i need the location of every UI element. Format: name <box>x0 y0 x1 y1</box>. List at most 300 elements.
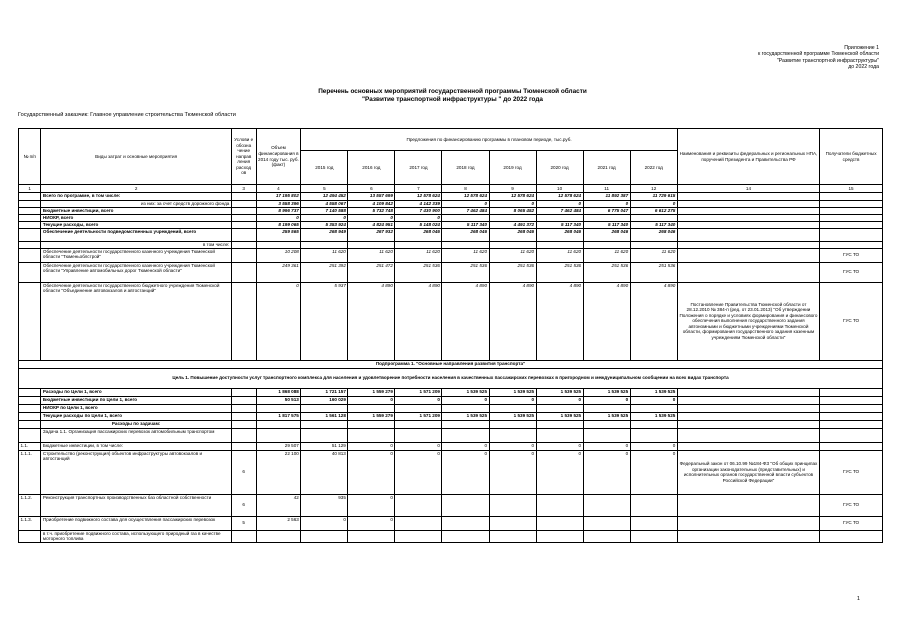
row-year-value: 251 536 <box>630 262 677 282</box>
row-number: 1.1.3. <box>19 516 41 530</box>
index-cell: 7 <box>395 185 442 193</box>
title-line: Перечень основных мероприятий государственной программы Тюменской области <box>318 88 587 95</box>
row-year-value <box>395 420 442 428</box>
row-recipient: ГУС ТО <box>820 450 883 494</box>
row-requisites <box>677 208 819 215</box>
row-recipient <box>820 428 883 442</box>
row-year-value <box>442 420 489 428</box>
index-row <box>19 185 883 193</box>
row-year-value <box>583 428 630 442</box>
row-recipient <box>820 242 883 249</box>
table-row <box>19 396 883 404</box>
index-cell: 4 <box>256 185 301 193</box>
row-volume-2014: 259 565 <box>256 229 301 242</box>
row-volume-2014: 0 <box>256 282 301 360</box>
row-direction <box>231 420 256 428</box>
index-cell: 3 <box>231 185 256 193</box>
row-year-value: 268 949 <box>301 229 348 242</box>
row-year-value <box>442 215 489 222</box>
row-name: Обеспечение деятельности подведомственных учреждений, всего <box>41 229 231 242</box>
row-year-value: 4 890 <box>583 282 630 360</box>
row-direction <box>231 442 256 450</box>
row-year-value: 1 571 209 <box>395 388 442 396</box>
col-kinds: Виды затрат и основные мероприятия <box>41 129 231 185</box>
row-number <box>19 222 41 229</box>
row-name: Расходы по Цели 1, всего <box>41 388 231 396</box>
table-body-sections <box>19 360 883 388</box>
row-year-value: 5 117 340 <box>630 222 677 229</box>
row-year-value: 268 046 <box>489 229 536 242</box>
table-row <box>19 215 883 222</box>
row-recipient <box>820 229 883 242</box>
row-name: Обеспечение деятельности государственного казенного учреждения Тюменской области "Управление автомобильных дорог Тюменской области" <box>41 262 231 282</box>
row-direction: 6 <box>231 494 256 516</box>
appendix-line: "Развитие транспортной инфраструктуры" <box>776 57 879 64</box>
col-recipients: Получатели бюджетных средств <box>820 129 883 185</box>
row-recipient <box>820 420 883 428</box>
row-volume-2014: 8 996 737 <box>256 208 301 215</box>
row-requisites <box>677 516 819 530</box>
row-year-value: 6 775 047 <box>583 208 630 215</box>
row-name: Обеспечение деятельности государственного бюджетного учреждения Тюменской области "Объединение автовокзалов и автостанций" <box>41 282 231 360</box>
row-direction <box>231 428 256 442</box>
index-cell: 15 <box>820 185 883 193</box>
col-year: 2016 год <box>348 151 395 185</box>
row-year-value <box>536 420 583 428</box>
row-direction <box>231 530 256 542</box>
row-year-value: 1 539 525 <box>489 388 536 396</box>
row-recipient <box>820 208 883 215</box>
row-requisites <box>677 442 819 450</box>
row-year-value: 11 620 <box>348 248 395 262</box>
row-number <box>19 530 41 542</box>
document-title <box>0 88 905 104</box>
row-number: 1.1. <box>19 442 41 450</box>
row-year-value: 268 046 <box>583 229 630 242</box>
row-recipient <box>820 404 883 412</box>
row-name: Расходы по задачам: <box>41 420 231 428</box>
row-year-value <box>489 404 536 412</box>
row-direction <box>231 248 256 262</box>
index-cell: 12 <box>630 185 677 193</box>
table-row <box>19 420 883 428</box>
row-year-value <box>583 494 630 516</box>
row-year-value: 268 046 <box>442 229 489 242</box>
row-year-value: 0 <box>301 516 348 530</box>
row-direction <box>231 193 256 201</box>
row-number <box>19 248 41 262</box>
row-volume-2014: 3 558 396 <box>256 201 301 208</box>
row-year-value: 4 890 <box>348 282 395 360</box>
row-requisites <box>677 420 819 428</box>
row-name: из них: за счет средств дорожного фонда <box>41 201 231 208</box>
row-year-value <box>301 530 348 542</box>
row-year-value: 251 392 <box>301 262 348 282</box>
subprogram-title: Подпрограмма 1. "Основные направления развития транспорта" <box>19 360 883 368</box>
table-body-goal <box>19 388 883 542</box>
row-year-value <box>536 404 583 412</box>
row-requisites <box>677 396 819 404</box>
row-direction <box>231 215 256 222</box>
table-row <box>19 282 883 360</box>
row-recipient: ГУС ТО <box>820 282 883 360</box>
row-year-value: 1 539 525 <box>630 388 677 396</box>
row-year-value: 0 <box>348 516 395 530</box>
row-name: в том числе: <box>41 242 231 249</box>
row-year-value: 0 <box>489 450 536 494</box>
row-requisites: Федеральный закон от 06.10.99 №184-ФЗ "Об общих принципах организации законодательных (представительных) и исполнительных органов государственной власти субъектов Российской Федерации" <box>677 450 819 494</box>
row-direction <box>231 208 256 215</box>
table-row <box>19 201 883 208</box>
row-year-value <box>583 420 630 428</box>
row-direction <box>231 222 256 229</box>
row-year-value: 0 <box>442 396 489 404</box>
table-row <box>19 516 883 530</box>
row-direction <box>231 262 256 282</box>
row-year-value: 0 <box>348 396 395 404</box>
row-year-value: 0 <box>536 396 583 404</box>
row-year-value: 0 <box>489 201 536 208</box>
row-year-value: 5 148 024 <box>395 222 442 229</box>
row-year-value: 12 578 624 <box>489 193 536 201</box>
title-line: "Развитие транспортной инфраструктуры " до 2022 года <box>362 96 543 103</box>
row-year-value: 5 117 340 <box>536 222 583 229</box>
row-year-value: 1 539 525 <box>442 412 489 420</box>
row-year-value <box>395 516 442 530</box>
row-year-value: 251 536 <box>489 262 536 282</box>
row-year-value: 12 578 624 <box>536 193 583 201</box>
index-cell: 6 <box>348 185 395 193</box>
row-year-value: 7 462 484 <box>442 208 489 215</box>
row-year-value: 11 620 <box>395 248 442 262</box>
row-year-value <box>395 428 442 442</box>
row-name: Текущие расходы, всего <box>41 222 231 229</box>
row-number <box>19 388 41 396</box>
row-recipient <box>820 530 883 542</box>
row-year-value: 0 <box>442 201 489 208</box>
row-requisites <box>677 428 819 442</box>
table-row <box>19 428 883 442</box>
row-volume-2014: 10 208 <box>256 248 301 262</box>
row-year-value: 7 430 900 <box>395 208 442 215</box>
row-year-value: 1 539 525 <box>536 388 583 396</box>
col-num: № п/п <box>19 129 41 185</box>
row-year-value: 0 <box>395 215 442 222</box>
row-number <box>19 215 41 222</box>
table-row <box>19 248 883 262</box>
row-recipient <box>820 388 883 396</box>
row-recipient <box>820 396 883 404</box>
row-recipient <box>820 215 883 222</box>
row-year-value: 0 <box>536 201 583 208</box>
row-volume-2014: 2 563 <box>256 516 301 530</box>
row-year-value <box>630 404 677 412</box>
row-requisites <box>677 201 819 208</box>
row-requisites <box>677 222 819 229</box>
row-direction <box>231 396 256 404</box>
row-year-value: 1 721 157 <box>301 388 348 396</box>
row-year-value: 0 <box>348 442 395 450</box>
row-number <box>19 420 41 428</box>
table-row <box>19 388 883 396</box>
row-year-value: 11 620 <box>442 248 489 262</box>
row-recipient: ГУС ТО <box>820 262 883 282</box>
row-year-value: 12 578 624 <box>442 193 489 201</box>
index-cell: 10 <box>536 185 583 193</box>
row-requisites <box>677 404 819 412</box>
row-year-value: 11 620 <box>583 248 630 262</box>
col-year: 2019 год <box>489 151 536 185</box>
row-year-value <box>536 215 583 222</box>
row-year-value: 4 109 842 <box>348 201 395 208</box>
col-direction: Услови е обозна чение направ ления расход ов <box>231 129 256 185</box>
row-year-value <box>301 428 348 442</box>
table-row <box>19 262 883 282</box>
row-year-value: 0 <box>395 450 442 494</box>
row-year-value: 1 539 525 <box>536 412 583 420</box>
row-year-value: 0 <box>489 442 536 450</box>
row-volume-2014: 50 513 <box>256 396 301 404</box>
row-year-value: 13 557 699 <box>348 193 395 201</box>
index-cell: 5 <box>301 185 348 193</box>
row-volume-2014 <box>256 404 301 412</box>
row-year-value: 1 539 525 <box>442 388 489 396</box>
goal-row <box>19 368 883 388</box>
row-year-value: 1 559 279 <box>348 412 395 420</box>
row-recipient <box>820 193 883 201</box>
row-year-value: 0 <box>489 396 536 404</box>
index-cell: 14 <box>677 185 819 193</box>
row-volume-2014: 17 195 802 <box>256 193 301 201</box>
row-year-value <box>536 494 583 516</box>
row-name: Текущие расходы по Цели 1, всего <box>41 412 231 420</box>
row-year-value <box>301 242 348 249</box>
row-year-value: 4 142 339 <box>395 201 442 208</box>
row-year-value: 12 578 624 <box>395 193 442 201</box>
row-year-value <box>583 404 630 412</box>
row-year-value <box>630 494 677 516</box>
row-direction <box>231 282 256 360</box>
row-name: Всего по программе, в том числе: <box>41 193 231 201</box>
row-volume-2014 <box>256 428 301 442</box>
row-year-value: 4 824 951 <box>348 222 395 229</box>
row-number <box>19 229 41 242</box>
row-number <box>19 404 41 412</box>
row-year-value: 0 <box>348 215 395 222</box>
row-volume-2014 <box>256 242 301 249</box>
row-year-value: 0 <box>348 450 395 494</box>
row-year-value <box>395 530 442 542</box>
table-row <box>19 494 883 516</box>
row-number <box>19 193 41 201</box>
row-direction <box>231 404 256 412</box>
row-requisites <box>677 388 819 396</box>
row-year-value: 268 046 <box>395 229 442 242</box>
row-year-value: 7 140 588 <box>301 208 348 215</box>
state-customer: Государственный заказчик: Главное управление строительства Тюменской области <box>18 112 236 118</box>
appendix-line: Приложение 1 <box>844 45 879 51</box>
row-number <box>19 242 41 249</box>
row-year-value: 5 117 340 <box>442 222 489 229</box>
row-year-value <box>630 516 677 530</box>
row-year-value <box>583 242 630 249</box>
row-name: Бюджетные инвестиции, всего <box>41 208 231 215</box>
row-year-value: 4 558 067 <box>301 201 348 208</box>
row-year-value <box>489 428 536 442</box>
table-row <box>19 530 883 542</box>
row-year-value: 0 <box>583 201 630 208</box>
row-year-value: 1 539 525 <box>583 412 630 420</box>
row-year-value <box>630 428 677 442</box>
row-year-value: 0 <box>348 494 395 516</box>
row-direction <box>231 229 256 242</box>
table-row <box>19 242 883 249</box>
col-year: 2015 год <box>301 151 348 185</box>
row-year-value <box>395 242 442 249</box>
col-year: 2020 год <box>536 151 583 185</box>
row-year-value <box>348 242 395 249</box>
col-volume-2014: Объем финансирования в 2014 году тыс. руб. (факт) <box>256 129 301 185</box>
row-year-value <box>348 530 395 542</box>
table-row <box>19 222 883 229</box>
row-name: Приобретение подвижного состава для осуществления пассажирских перевозок <box>41 516 231 530</box>
row-direction <box>231 242 256 249</box>
row-name: Задача 1.1. Организация пассажирских перевозок автомобильным транспортом <box>41 428 231 442</box>
row-name: Бюджетные инвестиции по Цели 1, всего <box>41 396 231 404</box>
index-cell: 2 <box>41 185 231 193</box>
row-year-value <box>489 516 536 530</box>
row-year-value <box>489 215 536 222</box>
row-year-value: 40 813 <box>301 450 348 494</box>
page-number: 1 <box>856 596 860 602</box>
row-volume-2014 <box>256 530 301 542</box>
row-year-value: 4 890 <box>442 282 489 360</box>
row-year-value: 11 729 615 <box>630 193 677 201</box>
table-row <box>19 193 883 201</box>
row-year-value: 0 <box>630 442 677 450</box>
row-name: НИОКР, всего <box>41 215 231 222</box>
row-requisites <box>677 530 819 542</box>
row-year-value <box>442 242 489 249</box>
row-year-value: 4 890 <box>489 282 536 360</box>
row-name: Обеспечение деятельности государственного казенного учреждения Тюменской области "Тюменьоблстрой" <box>41 248 231 262</box>
goal-title: Цель 1. Повышение доступности услуг транспортного комплекса для населения и удовлетворение потребности населения в качественных пассажирских перевозках в пригородном и междуниципальном сообщении на всех видах транспорта <box>19 368 883 388</box>
row-volume-2014: 42 <box>256 494 301 516</box>
row-year-value: 5 937 <box>301 282 348 360</box>
row-year-value: 0 <box>442 442 489 450</box>
row-year-value: 0 <box>630 396 677 404</box>
row-volume-2014: 1 817 575 <box>256 412 301 420</box>
row-year-value <box>536 428 583 442</box>
row-direction: 5 <box>231 516 256 530</box>
row-year-value: 251 536 <box>442 262 489 282</box>
row-year-value <box>395 494 442 516</box>
row-year-value: 5 353 924 <box>301 222 348 229</box>
row-direction <box>231 201 256 208</box>
row-volume-2014: 249 361 <box>256 262 301 282</box>
row-requisites <box>677 262 819 282</box>
measures-table <box>18 128 883 543</box>
index-cell: 8 <box>442 185 489 193</box>
row-number <box>19 412 41 420</box>
row-year-value: 6 612 275 <box>630 208 677 215</box>
row-number <box>19 201 41 208</box>
row-year-value <box>630 215 677 222</box>
index-cell: 1 <box>19 185 41 193</box>
row-requisites <box>677 242 819 249</box>
subprogram-row <box>19 360 883 368</box>
col-year: 2017 год <box>395 151 442 185</box>
row-year-value: 4 890 <box>395 282 442 360</box>
row-year-value: 8 065 452 <box>489 208 536 215</box>
row-requisites <box>677 248 819 262</box>
row-year-value: 251 472 <box>348 262 395 282</box>
row-recipient <box>820 201 883 208</box>
row-year-value <box>630 242 677 249</box>
row-volume-2014: 29 507 <box>256 442 301 450</box>
table-row <box>19 404 883 412</box>
row-year-value: 0 <box>301 215 348 222</box>
row-number <box>19 396 41 404</box>
row-requisites <box>677 193 819 201</box>
col-requisites: Наименования и реквизиты федеральных и региональных НПА, поручений Президента и Правительства РФ <box>677 129 819 185</box>
index-cell: 11 <box>583 185 630 193</box>
row-year-value: 5 732 748 <box>348 208 395 215</box>
row-year-value: 7 462 484 <box>536 208 583 215</box>
row-year-value: 11 620 <box>630 248 677 262</box>
row-year-value: 268 046 <box>630 229 677 242</box>
row-requisites <box>677 229 819 242</box>
row-year-value: 0 <box>536 442 583 450</box>
row-volume-2014 <box>256 420 301 428</box>
row-year-value: 268 046 <box>536 229 583 242</box>
row-year-value <box>583 215 630 222</box>
row-year-value: 251 536 <box>395 262 442 282</box>
row-year-value <box>442 494 489 516</box>
row-year-value <box>489 420 536 428</box>
table-row <box>19 450 883 494</box>
row-year-value: 1 561 128 <box>301 412 348 420</box>
row-name: НИОКР по Цели 1, всего <box>41 404 231 412</box>
row-year-value <box>301 420 348 428</box>
row-year-value <box>395 404 442 412</box>
row-volume-2014: 0 <box>256 215 301 222</box>
row-year-value: 0 <box>395 442 442 450</box>
row-year-value <box>630 530 677 542</box>
row-recipient <box>820 442 883 450</box>
row-year-value: 251 536 <box>536 262 583 282</box>
row-year-value: 5 117 340 <box>583 222 630 229</box>
row-year-value: 0 <box>583 396 630 404</box>
appendix-line: до 2022 года <box>848 64 879 71</box>
row-direction: 6 <box>231 450 256 494</box>
row-year-value: 0 <box>583 450 630 494</box>
row-number <box>19 262 41 282</box>
row-year-value <box>442 516 489 530</box>
row-year-value: 12 494 452 <box>301 193 348 201</box>
row-number <box>19 208 41 215</box>
row-number: 1.1.2. <box>19 494 41 516</box>
row-year-value: 4 890 <box>536 282 583 360</box>
row-year-value: 4 491 372 <box>489 222 536 229</box>
row-requisites <box>677 412 819 420</box>
row-volume-2014: 1 868 088 <box>256 388 301 396</box>
row-recipient: ГУС ТО <box>820 516 883 530</box>
row-year-value: 11 620 <box>536 248 583 262</box>
row-year-value: 160 029 <box>301 396 348 404</box>
table-row <box>19 412 883 420</box>
row-year-value: 1 571 209 <box>395 412 442 420</box>
